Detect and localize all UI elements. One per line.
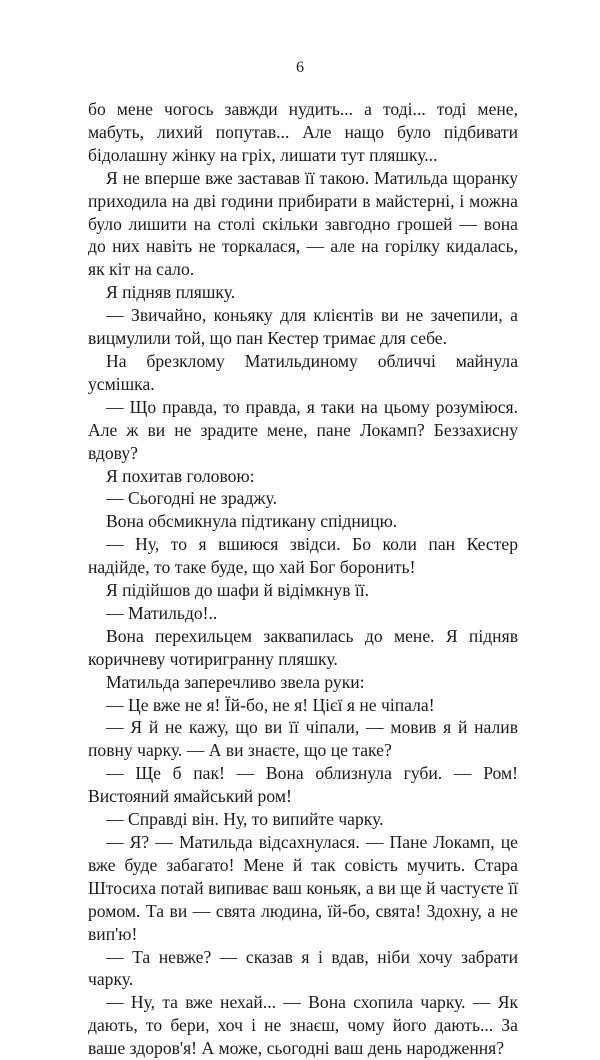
paragraph: Я підійшов до шафи й відімкнув її.: [106, 580, 370, 601]
paragraph: — Ну, то я вшиюся звідси. Бо коли пан Кестер надійде, то таке буде, що хай Бог боронить!: [88, 534, 518, 578]
paragraph: — Сьогодні не зраджу.: [106, 488, 277, 509]
paragraph: Я похитав головою:: [106, 465, 255, 486]
paragraph: — Матильдо!..: [106, 602, 218, 623]
paragraph: — Що правда, то правда, я таки на цьому розуміюся. Але ж ви не зрадите мене, пане Локамп? Беззахисну вдову?: [88, 396, 518, 463]
paragraph: бо мене чогось завжди нудить... а тоді... тоді мене, мабуть, лихий попутав... Але нащо було підбивати бідолашну жінку на гріх, лишати тут пляшку...: [88, 99, 518, 165]
paragraph: — Це вже не я! Їй-бо, не я! Цієї я не чіпала!: [106, 694, 435, 715]
paragraph: — Звичайно, коньяку для клієнтів ви не зачепили, а вицмулили той, що пан Кестер тримає для себе.: [88, 305, 518, 349]
paragraph: Вона перехильцем заквапилась до мене. Я підняв коричневу чотиригранну пляшку.: [88, 625, 518, 669]
paragraph: — Та невже? — сказав я і вдав, ніби хочу забрати чарку.: [88, 946, 518, 990]
paragraph: Матильда заперечливо звела руки:: [106, 671, 365, 692]
paragraph: Я підняв пляшку.: [106, 282, 236, 303]
paragraph: Вона обсмикнула підтикану спідницю.: [106, 511, 398, 532]
paragraph: — Справді він. Ну, то випийте чарку.: [106, 809, 384, 830]
paragraph: — Ну, та вже нехай... — Вона схопила чарку. — Як дають, то бери, хоч і не знаєш, чому його дають... За ваше здоров'я! А може, сьогодні ваш день народження?: [88, 992, 518, 1059]
page-number: 6: [296, 59, 304, 76]
paragraph: — Ще б пак! — Вона облизнула губи. — Ром! Вистояний ямайський ром!: [88, 763, 518, 807]
paragraph: Я не вперше вже заставав її такою. Матильда щоранку приходила на дві години прибирати в майстерні, і можна було лишити на столі скільки завгодно грошей — вона до них навіть не торкалася, — але на горілку кидалась, як кіт на сало.: [88, 167, 518, 280]
paragraph: На брезклому Матильдиному обличчі майнула усмішка.: [88, 350, 518, 394]
paragraph: — Я? — Матильда відсахнулася. — Пане Локамп, це вже буде забагато! Мене й так совість мучить. Стара Штосиха потай випиває ваш коньяк, а ви ще й частуєте її ромом. Та ви — свята людина, їй-бо, свята! Здохну, а не вип'ю!: [88, 832, 518, 944]
body-text: [88, 98, 518, 1060]
paragraph: — Я й не кажу, що ви її чіпали, — мовив я й налив повну чарку. — А ви знаєте, що це таке?: [88, 717, 518, 761]
